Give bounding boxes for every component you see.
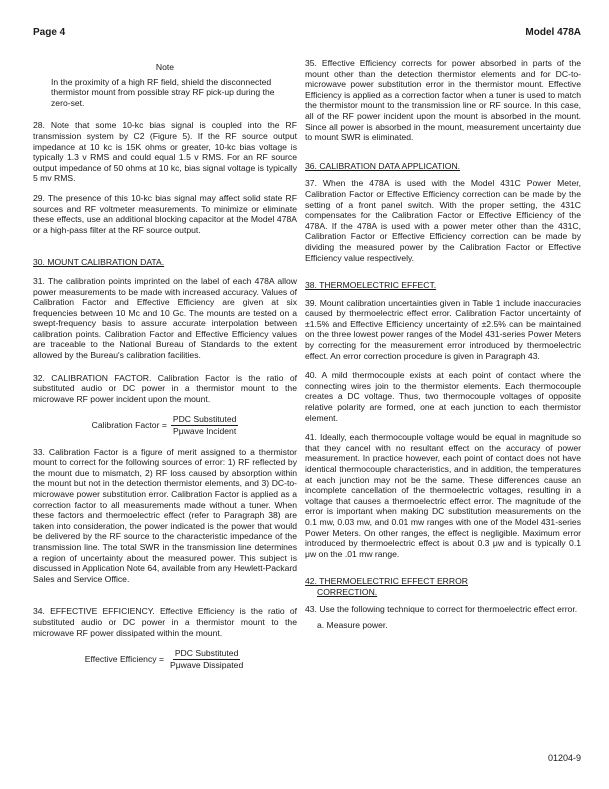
list-item-a: a. Measure power. [317,620,388,631]
paragraph-35: 35. Effective Efficiency corrects for power absorbed in parts of the mount other than the detection thermistor elements and for DC-to-microwave power substitution error in the thermistor mount. Effective Efficiency is applied as a correction factor when a tuner is used to match the thermistor mount to the transmission line or RF source. In this case, all of the RF power incident upon the mount is absorbed in the mount. Since all power is absorbed in the mount, measurement uncertainty due to mount SWR is eliminated. [305,58,581,143]
right-column [305,58,581,631]
paragraph-43: 43. Use the following technique to correct for thermoelectric effect error. [305,603,578,614]
formula-fraction [171,414,239,436]
formula-lhs: Effective Efficiency = [84,653,164,664]
effective-efficiency-formula [33,648,297,670]
document-number: 01204-9 [547,753,581,763]
formula-denominator: Pμwave Incident [172,426,237,437]
note-body: In the proximity of a high RF field, shield the disconnected thermistor mount from possible stray RF pick-up during the zero-set. [51,76,275,108]
paragraph-32: 32. CALIBRATION FACTOR. Calibration Factor is the ratio of substituted audio or DC power in a thermistor mount to the microwave RF power incident upon the mount. [33,372,297,404]
section-heading-42: 42. THERMOELECTRIC EFFECT ERROR [305,576,468,587]
note-title: Note [155,62,175,72]
formula-numerator: PDC Substituted [174,648,239,659]
calibration-factor-formula [33,414,297,436]
paragraph-41: 41. Ideally, each thermocouple voltage would be equal in magnitude so that they cancel with no resultant effect on the accuracy of power measurement. In practice however, each point of contact does not have identical thermocouple characteristics, and in addition, the temperatures at each junction may not be the same. These differences cause an incomplete cancellation of the thermoelectric voltages, resulting in a voltage that causes a thermoelectric effect error. The magnitude of the error is important when making DC substitution measurements on the 0.1 mw, 0.03 mw, and 0.01 mw ranges with one of the Model 431-series Power Meters. On other ranges, the effect is negligible. Maximum error introduced by thermoelectric effect is about 0.3 μw and is typically 0.1 μw on the .01 mw range. [305,432,581,559]
section-heading-36: 36. CALIBRATION DATA APPLICATION. [305,160,461,171]
formula-fraction [168,648,245,670]
paragraph-28: 28. Note that some 10-kc bias signal is coupled into the RF transmission system by C2 (Figure 5). If the RF source output impedance at 10 kc is 15K ohms or greater, 10-kc bias voltage is typically 1.3 v RMS and could equal 1.5 v RMS. For an RF source output impedance of 50 ohms at 10 kc, bias signal voltage is typically 5 mv RMS. [33,120,297,184]
paragraph-33: 33. Calibration Factor is a figure of merit assigned to a thermistor mount to correct for the following sources of error: 1) RF reflected by the mount due to mismatch, 2) RF loss caused by absorption within the mount but not in the detection thermistor elements, and 3) DC-to-microwave power substitution error. Calibration Factor is applied as a correction factor to all measurements made without a tuner. When these factors and thermoelectric effect (refer to Paragraph 38) are taken into consideration, the power indicated is the power that would be delivered by the RF source to the characteristic impedance of the transmission line. The total SWR in the transmission line determines a region of uncertainty about the measured power. This subject is discussed in Application Note 64, available from any Hewlett-Packard Sales and Service Office. [33,446,297,584]
left-column [33,58,297,670]
paragraph-40: 40. A mild thermocouple exists at each point of contact where the connecting wires join to the thermistor elements. Each thermocouple creates a DC voltage. Thus, two thermocouple voltages of opposite relative polarity are formed, one at each junction to each thermistor element. [305,370,581,423]
paragraph-39: 39. Mount calibration uncertainties given in Table 1 include inaccuracies caused by thermoelectric effect error. Calibration Factor uncertainty of ±1.5% and Effective Efficiency uncertainty of ±2.5% can be maintained on the three lowest power ranges of the Model 431-series Power Meters by correcting for the measurement error introduced by thermoelectric effect. An error correction procedure is given in Paragraph 43. [305,297,581,361]
formula-numerator: PDC Substituted [172,414,237,425]
paragraph-34: 34. EFFECTIVE EFFICIENCY. Effective Efficiency is the ratio of substituted audio or DC power in a thermistor mount to the microwave RF power dissipated within the mount. [33,606,297,638]
formula-lhs: Calibration Factor = [91,420,167,431]
page-number: Page 4 [33,27,66,38]
formula-denominator: Pμwave Dissipated [169,659,244,670]
section-heading-42-continued: CORRECTION. [317,586,378,597]
paragraph-29: 29. The presence of this 10-kc bias signal may affect solid state RF sources and RF voltmeter measurements. To minimize or eliminate these effects, use an additional blocking capacitor at the Model 478A or a high-pass filter at the RF source output. [33,192,297,235]
model-label: Model 478A [525,27,581,38]
section-heading-38: 38. THERMOELECTRIC EFFECT. [305,280,437,291]
section-heading-30: 30. MOUNT CALIBRATION DATA. [33,257,165,268]
paragraph-31: 31. The calibration points imprinted on the label of each 478A allow power measurements to be made with increased accuracy. Values of Calibration Factor and Effective Efficiency are given at six frequencies between 10 Mc and 10 Gc. The mounts are tested on a swept-frequency basis to assure accurate interpolation between calibration points. Calibration Factor and Effective Efficiency values are traceable to the National Bureau of Standards to the extent allowed by the Bureau's calibration facilities. [33,275,297,361]
paragraph-37: 37. When the 478A is used with the Model 431C Power Meter, Calibration Factor or Effective Efficiency correction can be made by the setting of a front panel switch. With the proper setting, the 431C compensates for the Calibration Factor or Effective Efficiency of the 478A. If the 478A is used with a power meter other than the 431C, Calibration Factor or Effective Efficiency correction can be made by dividing the measured power by the Calibration Factor or Effective Efficiency value respectively. [305,178,581,263]
